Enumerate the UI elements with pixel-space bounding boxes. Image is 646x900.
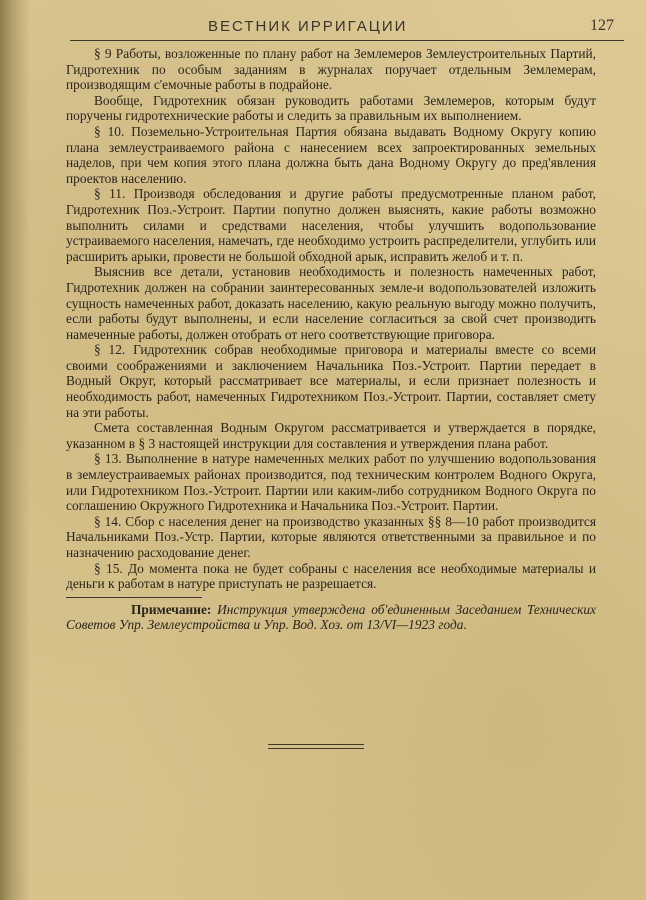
paragraph-estimate: Смета составленная Водным Округом рассматривается и утверждается в порядке, указанном в § 3 настоящей инструкции для составления и утверждения плана работ. — [66, 420, 596, 451]
page-header — [70, 14, 624, 42]
paragraph-population-meeting: Выяснив все детали, установив необходимость и полезность намеченных работ, Гидротехник должен на собрании заинтересованных земле-и водопользователей изложить сущность намеченных работ, доказать населению, какую реальную выгоду можно получить, если работы будут выполнены, и если население согласиться за свой счет производить намеченные работы, должен отобрать от него соответствующие приговора. — [66, 264, 596, 342]
paragraph-section-15: § 15. До момента пока не будет собраны с населения все необходимые материалы и деньги к работам в натуре приступать не разрешается. — [66, 560, 596, 592]
end-rule-top — [268, 744, 364, 745]
paragraph-supervision: Вообще, Гидротехник обязан руководить работами Землемеров, которым будут поручены гидротехнические работы и следить за правильным их выполнением. — [66, 92, 596, 124]
paragraph-section-10: § 10. Поземельно-Устроительная Партия обязана выдавать Водному Округу копию плана землеустраиваемого района с нанесением всех запроектированных земельных наделов, при чем копия этого плана должна быть дана Водному Округу до пред'явления проектов населению. — [66, 123, 596, 186]
note-rule — [66, 597, 202, 598]
paragraph-section-14: § 14. Сбор с населения денег на производство указанных §§ 8—10 работ производится Начальниками Поз.-Устр. Партии, которые являются ответственными за правильное и по назначению расходование денег. — [66, 513, 596, 560]
book-spine-shadow — [0, 0, 30, 900]
paragraph-section-13: § 13. Выполнение в натуре намеченных мелких работ по улучшению водопользования в землеустраиваемых районах производится, под техническим контролем Водного Округа, или Гидротехником Поз.-Устроит. Партии или каким-либо сотрудником Водного Округа по соглашению Окружного Гидротехника и Начальника Поз.-Устроит. Партии. — [66, 451, 596, 514]
paragraph-section-9: § 9 Работы, возложенные по плану работ на Землемеров Землеустроительных Партий, Гидротехник по особым заданиям в журналах поручает отдельным Землемерам, производящим с'емочные работы в подрайоне. — [66, 46, 596, 93]
page-number: 127 — [590, 17, 614, 34]
end-rule-bottom — [268, 748, 364, 749]
header-rule — [70, 40, 624, 41]
note-label: Примечание: — [131, 601, 212, 617]
paragraph-section-11: § 11. Производя обследования и другие работы предусмотренные планом работ, Гидротехник Поз.-Устроит. Партии попутно должен выяснять, какие работы возможно выполнить силами и средствами населения, чтобы улучшить водопользование устраиваемого населения, намечать, где необходимо устроить распределители, углубить или расширить арыки, провести не большой обходной арык, исправить желоб и т. п. — [66, 186, 596, 264]
document-body — [66, 46, 596, 633]
note-text: Инструкция утверждена об'единенным Заседанием Технических Советов Упр. Землеустройства и Упр. Вод. Хоз. от 13/VI—1923 года. — [66, 601, 596, 633]
journal-title: ВЕСТНИК ИРРИГАЦИИ — [208, 18, 408, 35]
note — [66, 602, 596, 633]
paragraph-section-12: § 12. Гидротехник собрав необходимые приговора и материалы вместе со всеми своими соображениями и заключением Начальника Поз.-Устроит. Партии передает в Водный Округ, который рассматривает все материалы, и если признает полезность и необходимость работ, намеченных Гидротехником Поз.-Устроит. Партии, составляет смету на эти работы. — [66, 342, 596, 420]
